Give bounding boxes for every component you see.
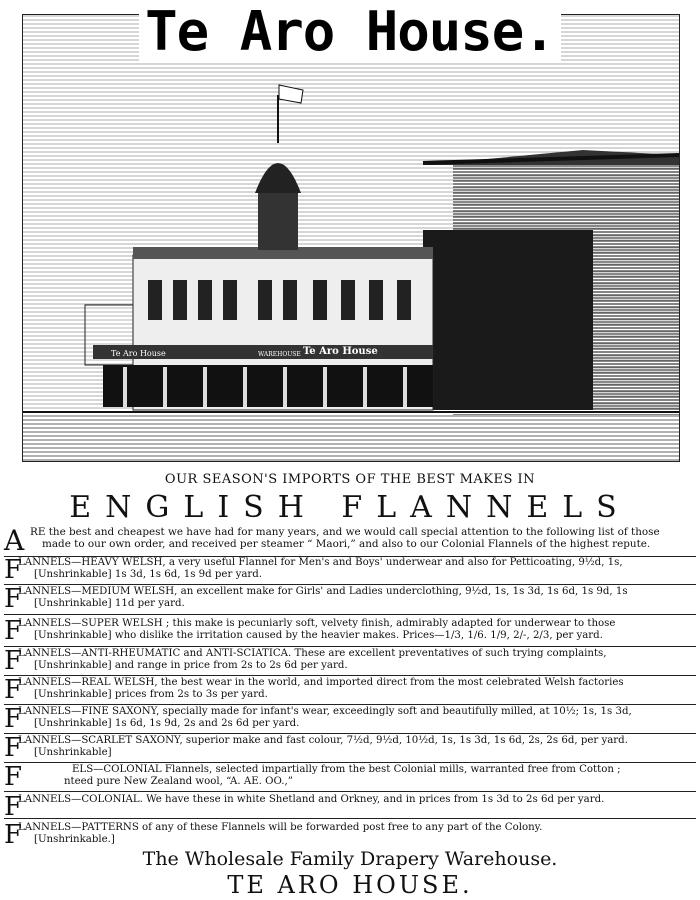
divider: [4, 584, 696, 585]
item-line-1: ELS—COLONIAL Flannels, selected impartially from the best Colonial mills, warranted free from Cotton ;: [72, 764, 621, 775]
intro-line-1: RE the best and cheapest we have had for many years, and we would call special attention to the following list of those: [30, 526, 660, 538]
flannel-item-patterns: [4, 820, 698, 850]
store-engraving: [22, 14, 680, 462]
drop-cap-f: F: [4, 792, 23, 822]
flannel-item-anti-rheumatic: [4, 646, 698, 676]
subheading: OUR SEASON'S IMPORTS OF THE BEST MAKES IN: [164, 472, 536, 487]
footer-tagline: The Wholesale Family Drapery Warehouse.: [142, 848, 558, 870]
drop-cap-f: F: [4, 646, 23, 676]
divider: [4, 762, 696, 763]
drop-cap-f: F: [4, 555, 23, 585]
item-line-2: [Unshrinkable.]: [34, 834, 115, 845]
item-line-1: LANNELS—PATTERNS of any of these Flannels will be forwarded post free to any part of the Colony.: [18, 822, 543, 833]
drop-cap-f: F: [4, 762, 23, 792]
item-line-2: [Unshrinkable] and range in price from 2s to 2s 6d per yard.: [34, 660, 348, 671]
item-line-1: LANNELS—SUPER WELSH ; this make is pecuniarly soft, velvety finish, admirably adapted for underwear to those: [18, 618, 616, 629]
flannel-item-scarlet-saxony: [4, 733, 698, 763]
item-line-2: [Unshrinkable] 11d per yard.: [34, 598, 185, 609]
item-line-2: [Unshrinkable]: [34, 747, 112, 758]
flannel-item-super-welsh: [4, 616, 698, 646]
item-line-2: nteed pure New Zealand wool, “A. AE. OO.,”: [64, 776, 293, 787]
item-line-1: LANNELS—REAL WELSH, the best wear in the world, and imported direct from the most celebrated Welsh factories: [18, 677, 624, 688]
flannel-item-colonial: [4, 792, 698, 822]
divider: [4, 704, 696, 705]
divider: [4, 646, 696, 647]
divider: [4, 614, 696, 615]
flannel-item-colonial-flannels: [4, 762, 698, 792]
page-title: Te Aro House.: [0, 2, 700, 62]
te-aro-house-building-illustration: [23, 15, 679, 461]
item-line-2: [Unshrinkable] 1s 6d, 1s 9d, 2s and 2s 6d per yard.: [34, 718, 300, 729]
item-line-2: [Unshrinkable] who dislike the irritation caused by the heavier makes. Prices—1/3, 1/6. 1/9, 2/-, 2/3, per yard.: [34, 630, 603, 641]
footer-store-name: TE ARO HOUSE.: [227, 871, 473, 899]
item-line-2: [Unshrinkable] 1s 3d, 1s 6d, 1s 9d per yard.: [34, 569, 263, 580]
divider: [4, 675, 696, 676]
drop-cap-f: F: [4, 733, 23, 763]
engraving-sign-1: Te Aro House: [111, 349, 166, 358]
drop-cap-f: F: [4, 616, 23, 646]
item-line-1: LANNELS—HEAVY WELSH, a very useful Flannel for Men's and Boys' underwear and also for Petticoating, 9½d, 1s,: [18, 557, 623, 568]
flannel-item-real-welsh: [4, 675, 698, 705]
intro-line-2: made to our own order, and received per steamer “ Maori,” and also to our Colonial Flannels of the highest repute.: [42, 538, 651, 550]
item-line-1: LANNELS—MEDIUM WELSH, an excellent make for Girls' and Ladies underclothing, 9½d, 1s, 1s 3d, 1s 6d, 1s 9d, 1s: [18, 586, 628, 597]
divider: [4, 733, 696, 734]
engraving-sign-2: Te Aro House: [303, 346, 378, 357]
item-line-1: LANNELS—SCARLET SAXONY, superior make and fast colour, 7½d, 9½d, 10½d, 1s, 1s 3d, 1s 6d, 2s, 2s 6d, per yard.: [18, 735, 628, 746]
drop-cap-f: F: [4, 704, 23, 734]
engraving-sign-3: WAREHOUSE: [258, 351, 301, 358]
intro-drop-cap: A: [4, 524, 25, 557]
item-line-1: LANNELS—ANTI-RHEUMATIC and ANTI-SCIATICA. These are excellent preventatives of such trying complaints,: [18, 648, 607, 659]
intro-paragraph: [4, 526, 696, 550]
divider: [4, 791, 696, 792]
divider: [4, 818, 696, 819]
main-heading: ENGLISH FLANNELS: [69, 490, 631, 525]
drop-cap-f: F: [4, 820, 23, 850]
item-line-2: [Unshrinkable] prices from 2s to 3s per yard.: [34, 689, 268, 700]
item-line-1: LANNELS—FINE SAXONY, specially made for infant's wear, exceedingly soft and beautifully milled, at 10½; 1s, 1s 3d,: [18, 706, 632, 717]
item-line-1: LANNELS—COLONIAL. We have these in white Shetland and Orkney, and in prices from 1s 3d to 2s 6d per yard.: [18, 794, 605, 805]
flannel-item-medium-welsh: [4, 584, 698, 614]
flannel-item-fine-saxony: [4, 704, 698, 734]
flannel-item-heavy-welsh: [4, 555, 698, 585]
drop-cap-f: F: [4, 584, 23, 614]
drop-cap-f: F: [4, 675, 23, 705]
